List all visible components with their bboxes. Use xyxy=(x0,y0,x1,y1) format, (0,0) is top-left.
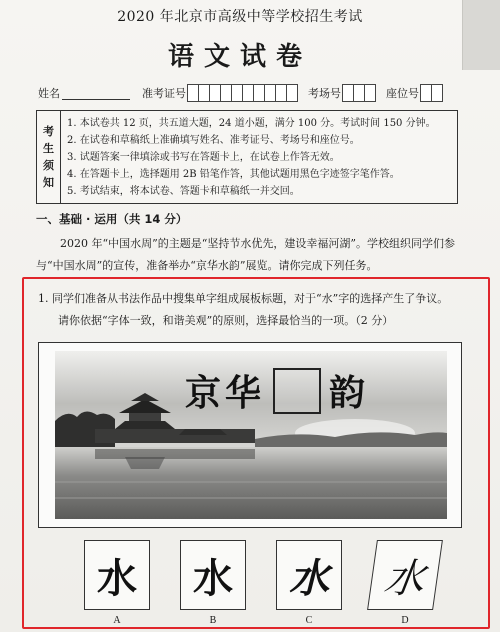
room-number-boxes[interactable] xyxy=(343,84,376,102)
notice-item: 4. 在答题卡上，选择题用 2B 铅笔作答，其他试题用黑色字迹签字笔作答。 xyxy=(67,169,400,180)
section-intro: 2020 年“中国水周”的主题是“坚持节水优先，建设幸福河湖”。学校组织同学们参与“中国水周”的宣传，准备举办“京华水韵”展览。请你完成下列任务。 xyxy=(36,237,455,272)
candidate-info-row xyxy=(38,80,488,106)
option-b[interactable] xyxy=(180,540,246,626)
seat-number-boxes[interactable] xyxy=(421,84,443,102)
name-label: 姓名 xyxy=(38,87,60,100)
notice-heading: 考 生 须 知 xyxy=(37,111,61,203)
candidate-notice-box xyxy=(36,110,458,204)
ticket-number-boxes[interactable] xyxy=(188,84,298,102)
notice-item: 3. 试题答案一律填涂或书写在答题卡上，在试卷上作答无效。 xyxy=(67,152,340,163)
seat-label: 座位号 xyxy=(386,87,419,100)
paper-title: 语文试卷 xyxy=(167,42,312,72)
option-b-label: B xyxy=(209,615,217,626)
notice-item: 1. 本试卷共 12 页，共五道大题，24 道小题，满分 100 分。考试时间 150 分钟。 xyxy=(67,118,436,129)
banner-char-jing: 京 xyxy=(185,372,226,414)
section-title: 一、基础 · 运用（共 14 分） xyxy=(36,212,188,226)
option-a-glyph: 水 xyxy=(84,540,150,610)
room-label: 考场号 xyxy=(308,87,341,100)
banner-title xyxy=(185,365,369,416)
answer-options xyxy=(0,540,500,630)
banner-blank-slot xyxy=(273,368,321,414)
question-line-2: 请你依据“字体一致，和谐美观”的原则，选择最恰当的一项。（2 分） xyxy=(58,314,394,327)
option-c-glyph: 水 xyxy=(276,540,342,610)
option-d-glyph: 水 xyxy=(367,540,443,610)
option-d[interactable] xyxy=(372,540,438,626)
notice-list xyxy=(61,111,442,203)
option-b-glyph: 水 xyxy=(180,540,246,610)
option-a[interactable] xyxy=(84,540,150,626)
name-field[interactable] xyxy=(62,86,130,100)
banner-char-hua: 华 xyxy=(225,372,266,414)
exhibition-banner xyxy=(55,351,447,519)
ticket-label: 准考证号 xyxy=(142,87,186,100)
banner-char-yun: 韵 xyxy=(329,372,370,414)
exam-title: 2020 年北京市高级中等学校招生考试 xyxy=(117,9,363,25)
notice-item: 2. 在试卷和草稿纸上准确填写姓名、准考证号、考场号和座位号。 xyxy=(67,135,360,146)
option-c-label: C xyxy=(305,615,313,626)
option-d-label: D xyxy=(401,615,409,626)
option-c[interactable] xyxy=(276,540,342,626)
question-1 xyxy=(38,288,478,332)
option-a-label: A xyxy=(113,615,121,626)
question-line-1: 1. 同学们准备从书法作品中搜集单字组成展板标题，对于“水”字的选择产生了争议。 xyxy=(38,292,449,305)
notice-item: 5. 考试结束，将本试卷、答题卡和草稿纸一并交回。 xyxy=(67,186,300,197)
